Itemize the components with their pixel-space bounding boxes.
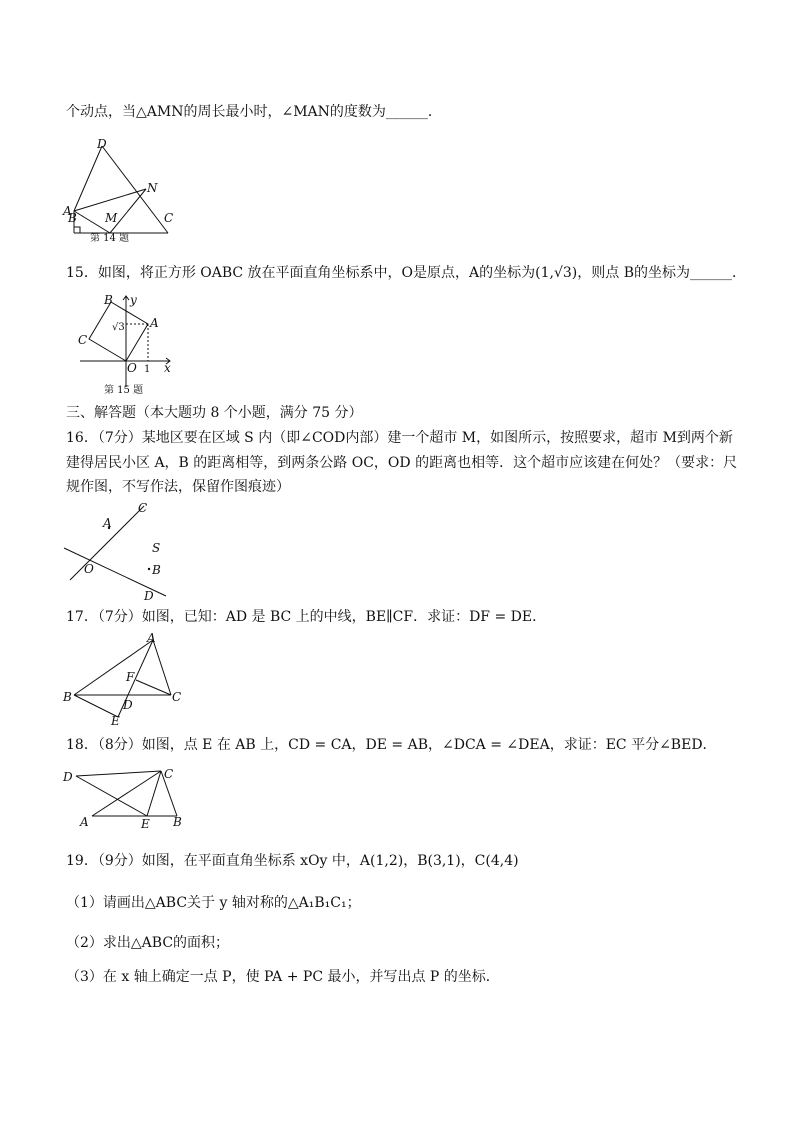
q14-text: 个动点，当△AMN的周长最小时，∠MAN的度数为______．: [66, 104, 442, 120]
q15-text: 15．如图，将正方形 OABC 放在平面直角坐标系中，O是原点，A的坐标为(1,√3)，则点 B的坐标为______．: [66, 265, 746, 281]
q15-label-b: B: [104, 293, 113, 307]
q18-label-e: E: [141, 817, 150, 831]
q18-label-b: B: [173, 815, 182, 829]
q19-text: 19．（9分）如图，在平面直角坐标系 xOy 中，A(1,2)，B(3,1)，C(4,4): [66, 853, 519, 869]
q18-label-c: C: [164, 767, 174, 781]
q14-label-n: N: [147, 181, 158, 195]
q15-label-o: O: [127, 361, 137, 375]
q14-label-b-visible: B: [68, 211, 77, 225]
q16-label-c: C: [138, 501, 148, 515]
q16-label-d: D: [144, 589, 154, 602]
q14-label-d: D: [97, 138, 107, 151]
q15-label-1: 1: [144, 364, 151, 375]
q16-line-3: 规作图，不写作法，保留作图痕迹）: [66, 479, 290, 495]
q17-text: 17．（7分）如图，已知：AD 是 BC 上的中线，BE∥CF．求证：DF = DE．: [66, 609, 547, 625]
q17-label-e: E: [111, 714, 120, 728]
q14-figure: [60, 138, 180, 248]
q16-line-2: 建得居民小区 A，B 的距离相等，到两条公路 OC，OD 的距离也相等．这个超市应该建在何处？（要求：尺: [66, 455, 738, 471]
q14-caption: 第 14 题: [90, 233, 130, 244]
q15-label-c: C: [78, 333, 88, 347]
q17-figure: [60, 630, 190, 730]
q17-label-a: A: [147, 631, 156, 645]
q16-label-o: O: [84, 562, 94, 576]
q14-label-a: A: [63, 204, 72, 218]
q17-label-f: F: [126, 670, 135, 684]
section-3-heading: 三、解答题（本大题功 8 个小题，满分 75 分）: [66, 405, 363, 421]
q18-label-d: D: [63, 770, 73, 784]
q16-label-s: S: [152, 541, 161, 555]
q16-point-b: [148, 568, 150, 570]
q15-label-sqrt3: √3: [112, 322, 125, 333]
q14-label-c: C: [164, 211, 174, 225]
q18-figure: [60, 760, 195, 832]
q17-label-b: B: [63, 690, 72, 704]
q17-label-d: D: [123, 698, 133, 712]
q17-label-c: C: [172, 690, 182, 704]
q19-sub-3: （3）在 x 轴上确定一点 P，使 PA + PC 最小，并写出点 P 的坐标．: [66, 969, 500, 985]
q16-figure: [62, 500, 182, 602]
q15-figure: [74, 292, 184, 398]
q19-sub-1: （1）请画出△ABC关于 y 轴对称的△A₁B₁C₁；: [66, 895, 361, 911]
q18-text: 18．（8分）如图，点 E 在 AB 上，CD = CA，DE = AB，∠DCA = ∠DEA，求证：EC 平分∠BED．: [66, 737, 717, 753]
q16-line-1: 16．（7分）某地区要在区域 S 内（即∠COD内部）建一个超市 M，如图所示，按照要求，超市 M到两个新: [66, 430, 733, 446]
q16-label-b: B: [152, 563, 161, 577]
q15-caption: 第 15 题: [104, 385, 144, 396]
q15-label-a: A: [150, 316, 159, 330]
q19-sub-2: （2）求出△ABC的面积；: [66, 935, 230, 951]
q15-label-y: y: [130, 293, 137, 307]
q15-label-x: x: [164, 361, 171, 375]
q14-label-m: M: [105, 211, 118, 225]
q18-label-a: A: [80, 815, 89, 829]
q16-label-a: A: [103, 516, 112, 530]
